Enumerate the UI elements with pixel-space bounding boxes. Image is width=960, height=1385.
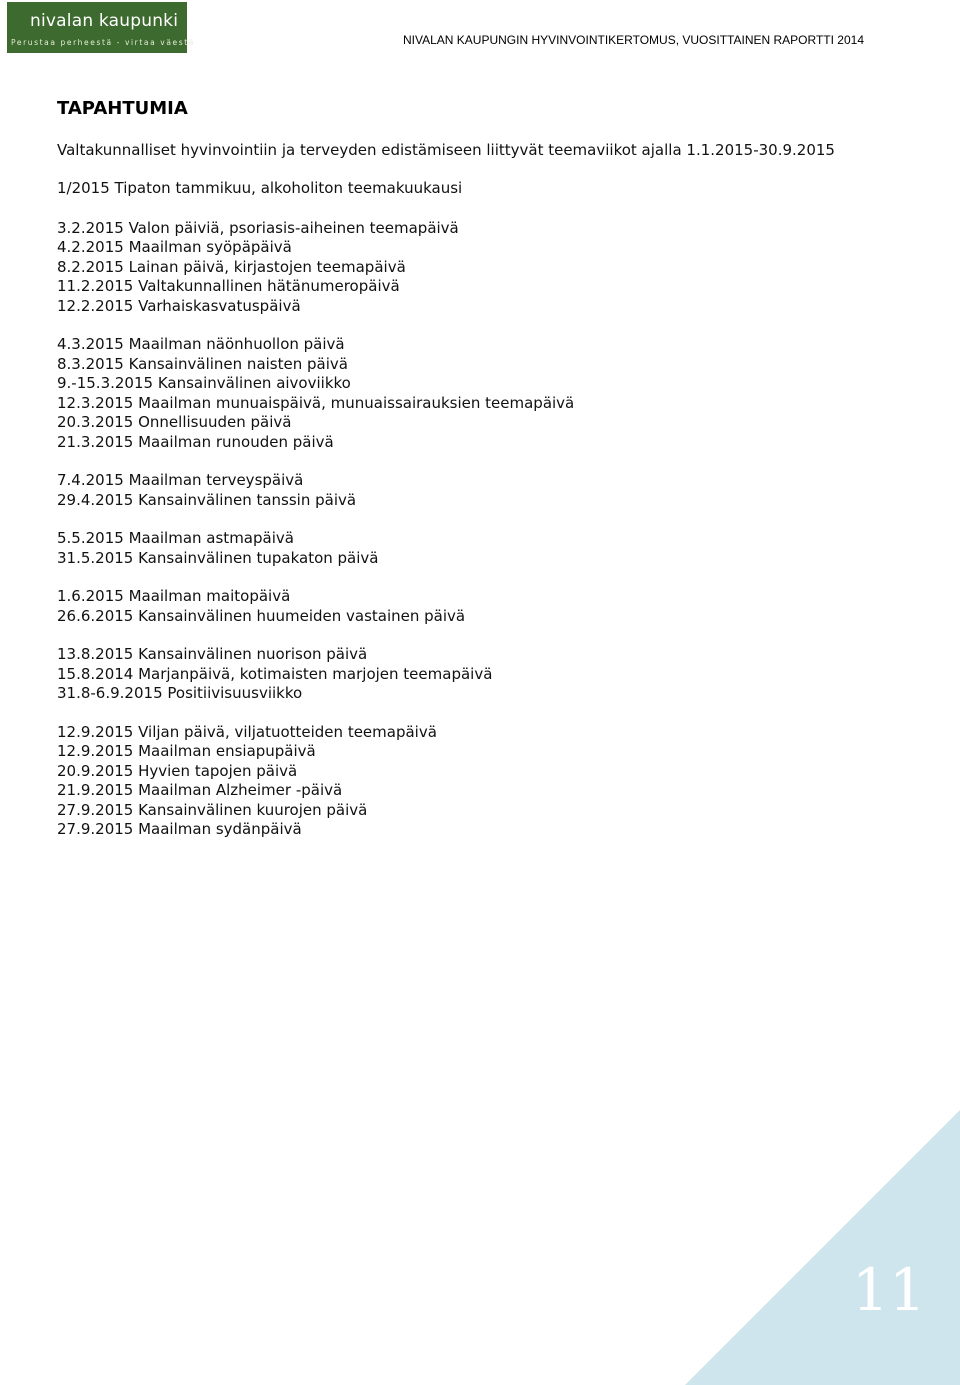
event-group [57,587,574,626]
event-item: 20.9.2015 Hyvien tapojen päivä [57,761,298,780]
event-item: 5.5.2015 Maailman astmapäivä [57,529,294,547]
event-group [57,723,574,840]
event-group [57,471,574,510]
event-group [57,179,574,199]
event-item: 8.3.2015 Kansainvälinen naisten päivä [57,354,348,373]
event-item: 1.6.2015 Maailman maitopäivä [57,587,291,605]
logo [7,2,195,53]
event-item: 12.9.2015 Viljan päivä, viljatuotteiden teemapäivä [57,722,437,741]
event-item: 15.8.2014 Marjanpäivä, kotimaisten marjojen teemapäivä [57,664,493,683]
event-item: 31.8-6.9.2015 Positiivisuusviikko [57,684,303,702]
event-item: 12.2.2015 Varhaiskasvatuspäivä [57,296,301,315]
event-item: 8.2.2015 Lainan päivä, kirjastojen teemapäivä [57,257,406,276]
event-item: 21.9.2015 Maailman Alzheimer -päivä [57,781,343,799]
event-item: 12.9.2015 Maailman ensiapupäivä [57,742,316,760]
event-item: 12.3.2015 Maailman munuaispäivä, munuaissairauksien teemapäivä [57,393,575,412]
event-group [57,645,574,704]
event-item: 4.2.2015 Maailman syöpäpäivä [57,238,292,256]
event-item: 7.4.2015 Maailman terveyspäivä [57,471,304,489]
event-item: 3.2.2015 Valon päiviä, psoriasis-aiheinen teemapäivä [57,218,459,237]
logo-tagline: Perustaa perheestä - virtaa väestä [11,38,195,47]
event-item: 1/2015 Tipaton tammikuu, alkoholiton teemakuukausi [57,179,463,197]
event-item: 11.2.2015 Valtakunnallinen hätänumeropäivä [57,277,400,295]
event-group [57,219,574,317]
event-list [57,179,574,859]
corner-decoration [685,1110,960,1385]
event-item: 9.-15.3.2015 Kansainvälinen aivoviikko [57,374,351,392]
event-item: 27.9.2015 Kansainvälinen kuurojen päivä [57,800,368,819]
report-title: NIVALAN KAUPUNGIN HYVINVOINTIKERTOMUS, VUOSITTAINEN RAPORTTI 2014 [403,33,864,47]
event-group [57,335,574,452]
page-number: 11 [852,1256,926,1324]
event-item: 4.3.2015 Maailman näönhuollon päivä [57,335,345,353]
logo-name: nivalan kaupunki [30,11,179,31]
event-item: 20.3.2015 Onnellisuuden päivä [57,413,292,431]
page-title: TAPAHTUMIA [57,98,188,119]
event-item: 31.5.2015 Kansainvälinen tupakaton päivä [57,548,379,567]
event-item: 21.3.2015 Maailman runouden päivä [57,432,334,451]
event-item: 29.4.2015 Kansainvälinen tanssin päivä [57,490,357,509]
event-item: 27.9.2015 Maailman sydänpäivä [57,820,302,838]
intro-text: Valtakunnalliset hyvinvointiin ja terveyden edistämiseen liittyvät teemaviikot ajalla 1.1.2015-30.9.2015 [57,141,835,159]
event-item: 26.6.2015 Kansainvälinen huumeiden vastainen päivä [57,606,466,625]
event-group [57,529,574,568]
event-item: 13.8.2015 Kansainvälinen nuorison päivä [57,645,368,663]
